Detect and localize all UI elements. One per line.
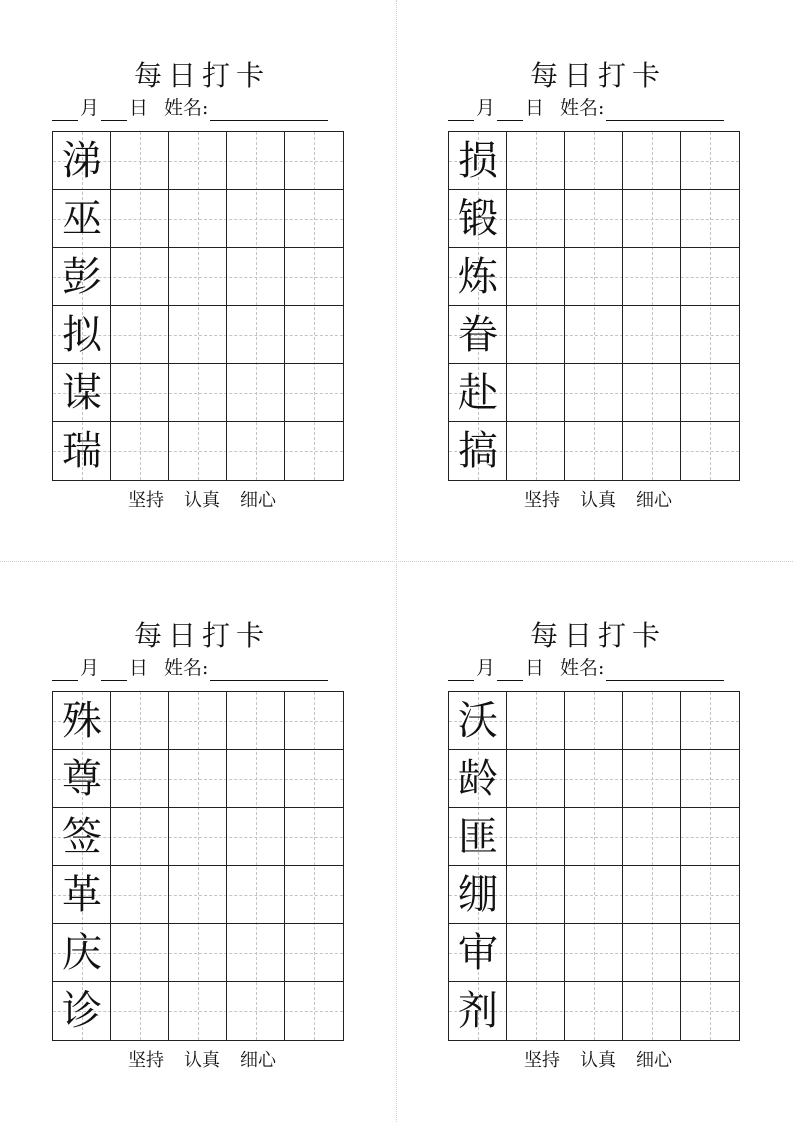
model-character: 龄 bbox=[458, 756, 498, 802]
model-character: 眷 bbox=[458, 312, 498, 358]
day-blank[interactable] bbox=[101, 662, 127, 681]
model-character: 尊 bbox=[62, 756, 102, 802]
day-label: 日 bbox=[129, 97, 149, 119]
model-character: 殊 bbox=[62, 698, 102, 744]
motto-word: 细心 bbox=[240, 1050, 276, 1071]
month-blank[interactable] bbox=[52, 662, 78, 681]
motto-word: 坚持 bbox=[524, 490, 560, 511]
model-character: 签 bbox=[62, 814, 102, 860]
card-title: 每日打卡 bbox=[133, 59, 270, 92]
month-blank[interactable] bbox=[448, 662, 474, 681]
model-character: 损 bbox=[458, 138, 498, 184]
day-label: 日 bbox=[129, 657, 149, 679]
motto bbox=[448, 488, 748, 514]
card-title: 每日打卡 bbox=[529, 619, 666, 652]
model-character: 涕 bbox=[62, 138, 102, 184]
day-blank[interactable] bbox=[497, 102, 523, 121]
checkin-card-3 bbox=[52, 617, 352, 1087]
checkin-card-2 bbox=[448, 57, 748, 527]
day-blank[interactable] bbox=[497, 662, 523, 681]
model-character: 匪 bbox=[458, 814, 498, 860]
month-label: 月 bbox=[80, 657, 100, 679]
month-blank[interactable] bbox=[52, 102, 78, 121]
card-title: 每日打卡 bbox=[529, 59, 666, 92]
name-label: 姓名: bbox=[164, 657, 209, 679]
model-character: 巫 bbox=[62, 196, 102, 242]
model-character: 革 bbox=[62, 872, 102, 918]
model-character: 剂 bbox=[458, 988, 498, 1034]
model-character: 审 bbox=[458, 930, 498, 976]
name-blank[interactable] bbox=[606, 662, 724, 681]
date-name-line bbox=[448, 655, 748, 683]
model-character: 谋 bbox=[62, 370, 102, 416]
cut-line-horizontal bbox=[0, 561, 793, 562]
model-character: 沃 bbox=[458, 698, 498, 744]
name-blank[interactable] bbox=[210, 662, 328, 681]
name-blank[interactable] bbox=[210, 102, 328, 121]
motto-word: 细心 bbox=[636, 1050, 672, 1071]
motto bbox=[52, 488, 352, 514]
motto-word: 认真 bbox=[184, 1050, 220, 1071]
model-character: 瑞 bbox=[62, 428, 102, 474]
motto-word: 细心 bbox=[636, 490, 672, 511]
motto-word: 坚持 bbox=[524, 1050, 560, 1071]
motto bbox=[448, 1048, 748, 1074]
motto-word: 认真 bbox=[580, 490, 616, 511]
name-label: 姓名: bbox=[560, 97, 605, 119]
date-name-line bbox=[52, 655, 352, 683]
practice-grid bbox=[448, 131, 740, 481]
model-character: 赴 bbox=[458, 370, 498, 416]
day-label: 日 bbox=[525, 97, 545, 119]
month-label: 月 bbox=[80, 97, 100, 119]
checkin-card-4 bbox=[448, 617, 748, 1087]
model-character: 绷 bbox=[458, 872, 498, 918]
motto bbox=[52, 1048, 352, 1074]
motto-word: 认真 bbox=[580, 1050, 616, 1071]
practice-grid bbox=[448, 691, 740, 1041]
card-title: 每日打卡 bbox=[133, 619, 270, 652]
model-character: 庆 bbox=[62, 930, 102, 976]
model-character: 彭 bbox=[62, 254, 102, 300]
practice-grid bbox=[52, 131, 344, 481]
month-blank[interactable] bbox=[448, 102, 474, 121]
month-label: 月 bbox=[476, 657, 496, 679]
checkin-card-1 bbox=[52, 57, 352, 527]
model-character: 炼 bbox=[458, 254, 498, 300]
motto-word: 坚持 bbox=[128, 490, 164, 511]
name-label: 姓名: bbox=[560, 657, 605, 679]
date-name-line bbox=[52, 95, 352, 123]
day-label: 日 bbox=[525, 657, 545, 679]
day-blank[interactable] bbox=[101, 102, 127, 121]
month-label: 月 bbox=[476, 97, 496, 119]
name-label: 姓名: bbox=[164, 97, 209, 119]
date-name-line bbox=[448, 95, 748, 123]
model-character: 拟 bbox=[62, 312, 102, 358]
motto-word: 认真 bbox=[184, 490, 220, 511]
model-character: 锻 bbox=[458, 196, 498, 242]
model-character: 搞 bbox=[458, 428, 498, 474]
model-character: 诊 bbox=[62, 988, 102, 1034]
practice-grid bbox=[52, 691, 344, 1041]
motto-word: 坚持 bbox=[128, 1050, 164, 1071]
name-blank[interactable] bbox=[606, 102, 724, 121]
motto-word: 细心 bbox=[240, 490, 276, 511]
